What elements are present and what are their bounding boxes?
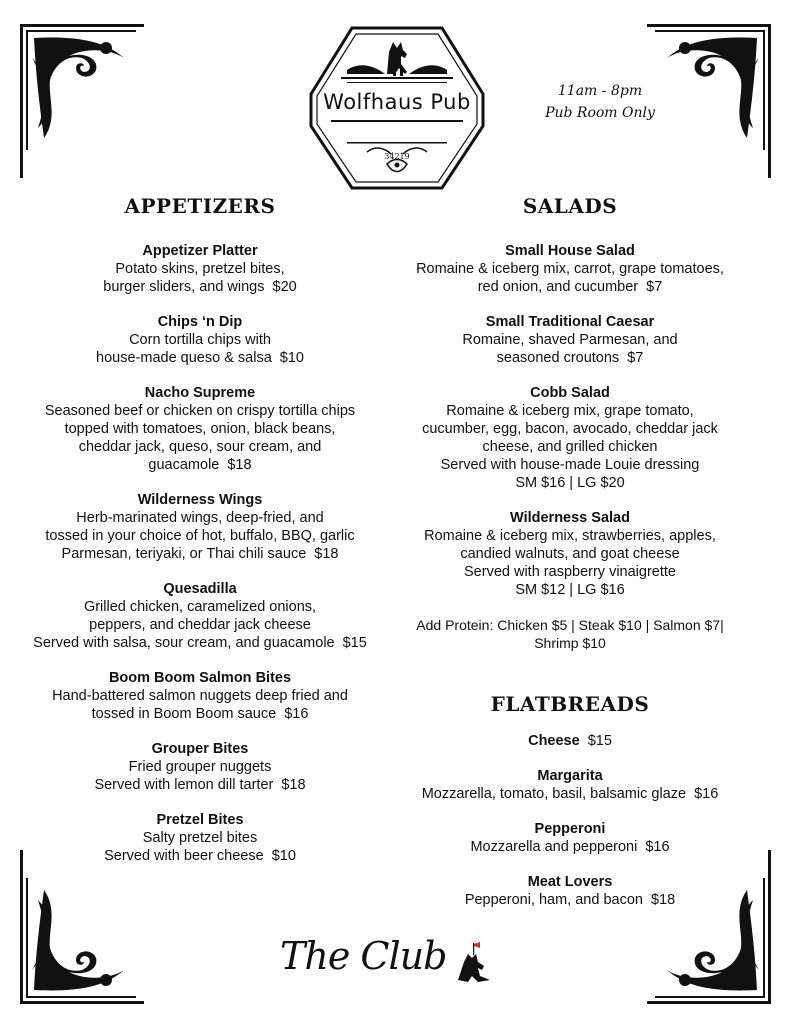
menu-item-description: Served with lemon dill tarter $18 [94, 777, 306, 793]
menu-item-description: topped with tomatoes, onion, black beans, [64, 421, 336, 437]
section-title-appetizers: APPETIZERS [124, 194, 276, 218]
menu-item-description: Romaine & iceberg mix, strawberries, apples, [424, 528, 716, 544]
menu-item-name: Quesadilla [163, 581, 237, 597]
add-protein-line-1: Add Protein: Chicken $5 | Steak $10 | Salmon $7| [416, 617, 724, 633]
pub-logo [307, 24, 487, 192]
menu-item-name: Wilderness Salad [510, 510, 630, 526]
menu-item [28, 740, 372, 794]
corner-ornament-top-right [647, 18, 777, 178]
menu-item-name: Cobb Salad [530, 385, 610, 401]
menu-item-name: Pepperoni [534, 821, 606, 837]
menu-item-name: Small Traditional Caesar [485, 314, 655, 330]
menu-item [402, 384, 738, 492]
menu-item-description: burger sliders, and wings $20 [103, 279, 297, 295]
hours-location: Pub Room Only [545, 105, 655, 121]
section-title-salads: SALADS [522, 194, 618, 218]
menu-item-description: Romaine, shaved Parmesan, and [462, 332, 678, 348]
menu-item-description: Pepperoni, ham, and bacon $18 [464, 892, 676, 908]
menu-item-name: Pretzel Bites [156, 812, 244, 828]
menu-item-description: seasoned croutons $7 [496, 350, 644, 366]
menu-item-description: SM $16 | LG $20 [515, 475, 625, 491]
menu-item-name: Wilderness Wings [137, 492, 263, 508]
menu-item-description: Served with raspberry vinaigrette [464, 564, 676, 580]
menu-item-description: Romaine & iceberg mix, carrot, grape tomatoes, [416, 261, 724, 277]
menu-item [402, 732, 738, 750]
scroll-ornament-icon [14, 18, 144, 178]
menu-item-description: Salty pretzel bites [142, 830, 258, 846]
menu-item-price: $16 [694, 786, 719, 802]
menu-item-description: red onion, and cucumber $7 [477, 279, 663, 295]
menu-item-price: $10 [271, 848, 296, 864]
menu-item-name: Small House Salad [505, 243, 635, 259]
menu-item-price: $7 [646, 279, 663, 295]
menu-item [402, 509, 738, 599]
menu-item-name: Margarita [537, 768, 603, 784]
salad-list [402, 242, 738, 599]
menu-item [28, 313, 372, 367]
appetizer-list [28, 242, 372, 865]
corner-ornament-top-left [14, 18, 144, 178]
menu-item-description: Parmesan, teriyaki, or Thai chili sauce $18 [61, 546, 339, 562]
flatbread-list [402, 732, 738, 909]
menu-item-description: Potato skins, pretzel bites, [115, 261, 285, 277]
club-name: The Club [280, 934, 447, 978]
menu-item-name: Meat Lovers [527, 874, 613, 890]
section-title-flatbreads: FLATBREADS [490, 692, 650, 716]
menu-item-name: Nacho Supreme [144, 385, 256, 401]
menu-item-price: $7 [627, 350, 644, 366]
menu-item-price: $15 [342, 635, 367, 651]
hours-info [540, 80, 660, 124]
menu-item-description: Grilled chicken, caramelized onions, [83, 599, 317, 615]
menu-item-price: $18 [314, 546, 339, 562]
menu-item-price: $20 [272, 279, 297, 295]
pub-name: Wolfhaus Pub [323, 90, 471, 114]
menu-item [28, 242, 372, 296]
menu-item-description: Served with salsa, sour cream, and guacamole $15 [33, 635, 367, 651]
menu-item [402, 242, 738, 296]
menu-item-price: $18 [650, 892, 676, 908]
menu-item [28, 669, 372, 723]
menu-item-description: Mozzarella, tomato, basil, balsamic glaze $16 [421, 786, 719, 802]
menu-item-description: peppers, and cheddar jack cheese [89, 617, 311, 633]
menu-item-name: Chips ‘n Dip [157, 314, 243, 330]
menu-item [28, 491, 372, 563]
pub-zip-code: 34219 [384, 152, 410, 161]
menu-item [402, 767, 738, 803]
wolf-icon [387, 42, 407, 76]
menu-item-description: Served with house-made Louie dressing [440, 457, 700, 473]
menu-item-description: Romaine & iceberg mix, grape tomato, [446, 403, 694, 419]
salads-flatbreads-section [402, 194, 738, 926]
menu-item-description: candied walnuts, and goat cheese [460, 546, 680, 562]
add-protein-note [402, 616, 738, 652]
menu-item-description: house-made queso & salsa $10 [96, 350, 304, 366]
club-logo [280, 930, 520, 990]
menu-item-description: Hand-battered salmon nuggets deep fried and [52, 688, 348, 704]
menu-item-description: Fried grouper nuggets [128, 759, 272, 775]
menu-item-price: $18 [281, 777, 306, 793]
menu-item-price: $10 [279, 350, 304, 366]
menu-item [402, 820, 738, 856]
menu-item-description: Served with beer cheese $10 [104, 848, 296, 864]
menu-item-description: Corn tortilla chips with [129, 332, 271, 348]
menu-item-description: cucumber, egg, bacon, avocado, cheddar jack [422, 421, 718, 437]
menu-item-price: $15 [587, 733, 612, 749]
menu-item-name: Appetizer Platter [142, 243, 258, 259]
menu-item [402, 313, 738, 367]
menu-item-description: tossed in Boom Boom sauce $16 [91, 706, 309, 722]
menu-item [28, 580, 372, 652]
menu-item [28, 811, 372, 865]
menu-item-description: tossed in your choice of hot, buffalo, BBQ, garlic [45, 528, 355, 544]
menu-item [402, 873, 738, 909]
menu-item-description: cheese, and grilled chicken [482, 439, 658, 455]
menu-item-price: $16 [645, 839, 670, 855]
menu-item [28, 384, 372, 474]
add-protein-line-2: Shrimp $10 [534, 635, 606, 651]
hours-time: 11am - 8pm [557, 83, 643, 99]
menu-item-description: Herb-marinated wings, deep-fried, and [76, 510, 324, 526]
menu-item-price: $18 [227, 457, 252, 473]
scroll-ornament-icon [647, 18, 777, 178]
menu-item-description: SM $12 | LG $16 [515, 582, 625, 598]
menu-item-name: Cheese [528, 733, 580, 749]
wolf-icon [450, 940, 500, 986]
menu-item-name: Boom Boom Salmon Bites [108, 670, 292, 686]
menu-item-description: cheddar jack, queso, sour cream, and [78, 439, 322, 455]
menu-item-description: guacamole $18 [148, 457, 252, 473]
menu-item-description: Mozzarella and pepperoni $16 [470, 839, 670, 855]
menu-item-price: $16 [284, 706, 309, 722]
appetizers-section [28, 194, 372, 882]
menu-item-description: Seasoned beef or chicken on crispy tortilla chips [44, 403, 356, 419]
menu-item-name: Grouper Bites [151, 741, 249, 757]
